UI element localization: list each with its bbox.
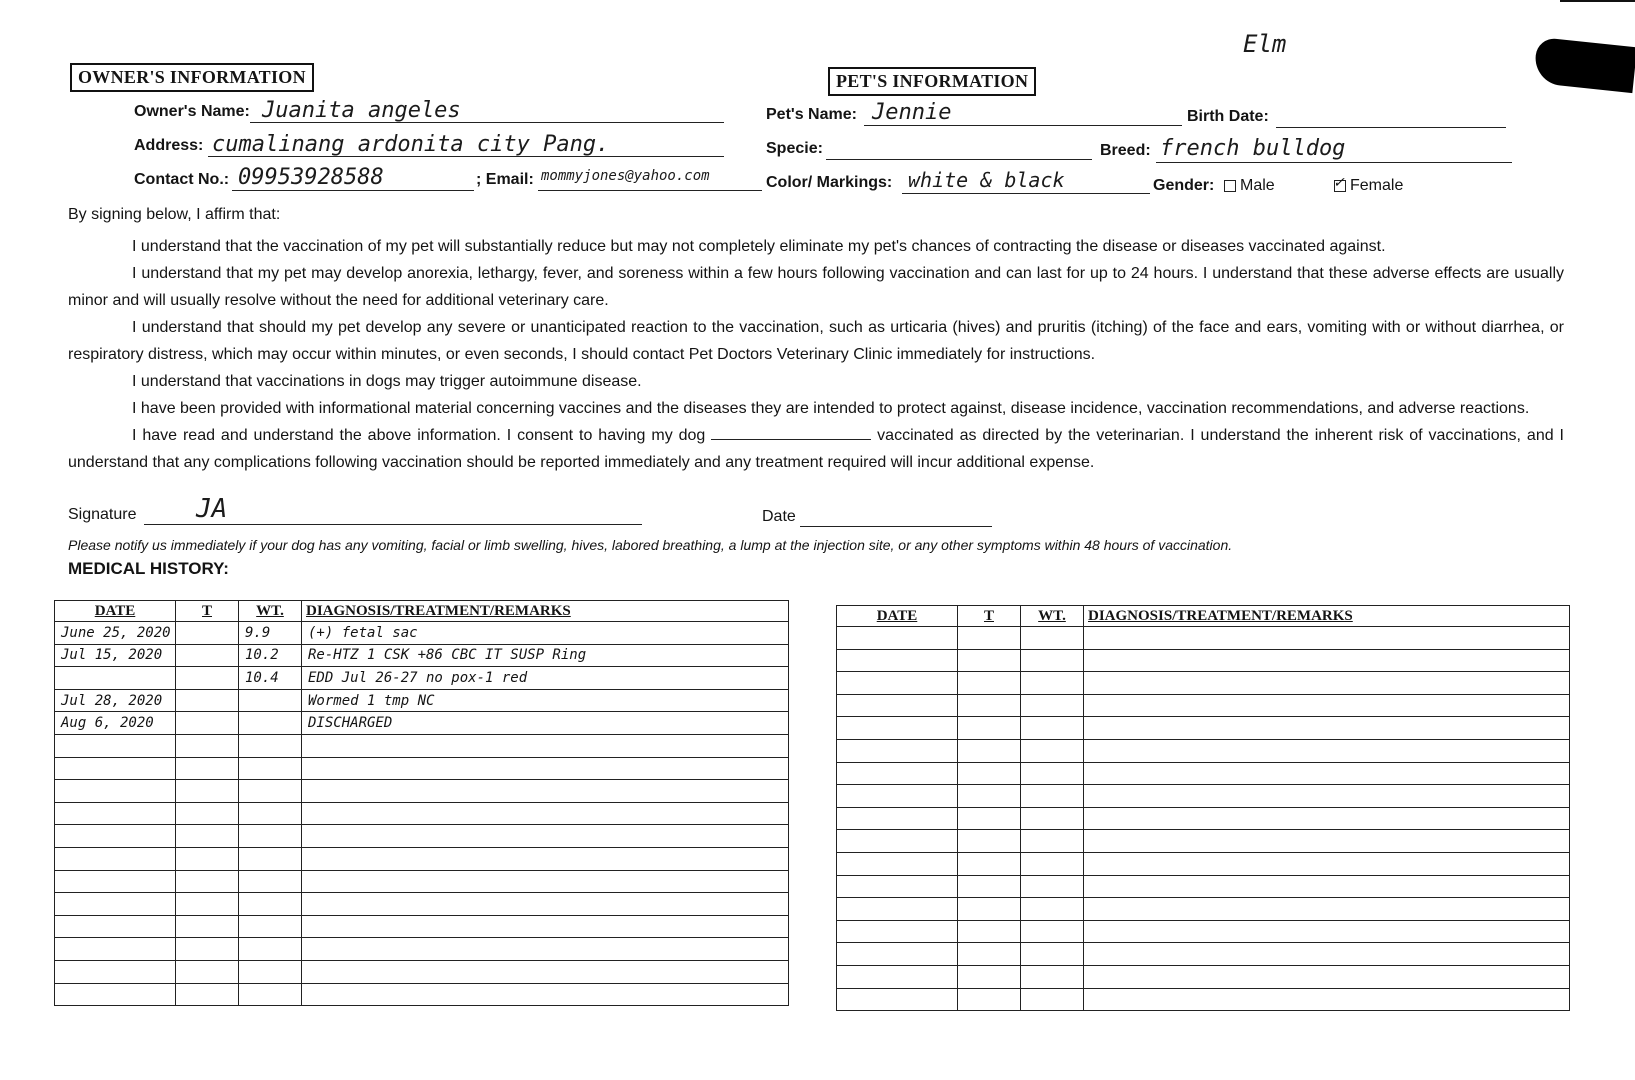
date-cell[interactable] xyxy=(55,825,176,848)
weight-cell[interactable] xyxy=(1021,920,1084,943)
gender-female-label: Female xyxy=(1350,177,1404,194)
table-row xyxy=(837,627,1570,650)
date-cell[interactable] xyxy=(837,898,958,921)
table-row xyxy=(55,983,789,1006)
weight-cell[interactable] xyxy=(1021,739,1084,762)
temp-cell[interactable] xyxy=(176,938,239,961)
signature-label: Signature xyxy=(68,506,137,523)
table-row xyxy=(55,622,789,645)
weight-cell[interactable] xyxy=(239,960,302,983)
address-label: Address: xyxy=(134,137,204,154)
temp-cell[interactable] xyxy=(176,712,239,735)
diagnosis-cell[interactable] xyxy=(1084,875,1570,898)
weight-cell[interactable] xyxy=(1021,852,1084,875)
diagnosis-cell[interactable] xyxy=(1084,739,1570,762)
diagnosis-cell[interactable] xyxy=(1084,649,1570,672)
weight-cell[interactable] xyxy=(1021,988,1084,1011)
gender-female-option[interactable] xyxy=(1333,173,1404,195)
date-cell[interactable] xyxy=(837,649,958,672)
weight-cell[interactable] xyxy=(239,802,302,825)
table-row xyxy=(55,712,789,735)
date-cell[interactable] xyxy=(837,807,958,830)
date-cell[interactable] xyxy=(837,785,958,808)
weight-cell[interactable] xyxy=(239,847,302,870)
diagnosis-cell[interactable] xyxy=(302,870,789,893)
email-label: ; Email: xyxy=(476,171,534,188)
left-table-body xyxy=(55,622,789,1006)
weight-cell[interactable] xyxy=(1021,694,1084,717)
diagnosis-cell[interactable] xyxy=(1084,717,1570,740)
date-cell[interactable] xyxy=(837,965,958,988)
weight-cell[interactable] xyxy=(239,893,302,916)
date-cell[interactable] xyxy=(837,739,958,762)
dog-name-blank[interactable] xyxy=(711,425,871,440)
col-temp: T xyxy=(176,601,239,622)
date-cell[interactable] xyxy=(55,938,176,961)
temp-cell[interactable] xyxy=(958,830,1021,853)
diagnosis-cell[interactable] xyxy=(1084,830,1570,853)
scan-edge-line xyxy=(1560,0,1635,2)
diagnosis-cell[interactable] xyxy=(1084,694,1570,717)
temp-cell[interactable] xyxy=(958,988,1021,1011)
weight-cell[interactable] xyxy=(1021,762,1084,785)
consent-paragraph-3: I understand that should my pet develop any severe or unanticipated reaction to the vaccination, such as urticaria (hives) and pruritis (itching) of the face and ears, vomiting with or without diarrhea, or respiratory distress, which may occur within minutes, or even seconds, I should contact Pet Doctors Veterinary Clinic immediately for instructions. xyxy=(68,319,1564,363)
weight-cell[interactable] xyxy=(1021,627,1084,650)
temp-cell[interactable] xyxy=(176,893,239,916)
gender-female-checkbox[interactable] xyxy=(1333,173,1346,192)
table-header-row xyxy=(55,601,789,622)
table-row xyxy=(55,780,789,803)
contact-line xyxy=(232,190,474,191)
signature-line xyxy=(144,524,642,525)
temp-cell[interactable] xyxy=(958,965,1021,988)
diagnosis-cell[interactable] xyxy=(302,847,789,870)
weight-cell[interactable]: 10.2 xyxy=(239,644,302,667)
weight-cell[interactable] xyxy=(239,689,302,712)
date-cell[interactable] xyxy=(837,762,958,785)
diagnosis-cell[interactable] xyxy=(302,960,789,983)
table-row xyxy=(837,943,1570,966)
breed-line xyxy=(1156,162,1512,163)
temp-cell[interactable] xyxy=(958,672,1021,695)
weight-cell[interactable]: 9.9 xyxy=(239,622,302,645)
symptom-notice: Please notify us immediately if your dog has any vomiting, facial or limb swelling, hives, labored breathing, a lump at the injection site, or any other symptoms within 48 hours of vaccination. xyxy=(68,537,1233,553)
date-cell[interactable] xyxy=(837,694,958,717)
date-cell[interactable] xyxy=(55,960,176,983)
table-row xyxy=(837,988,1570,1011)
table-row xyxy=(55,689,789,712)
diagnosis-cell[interactable] xyxy=(302,938,789,961)
temp-cell[interactable] xyxy=(958,762,1021,785)
date-cell[interactable] xyxy=(837,988,958,1011)
email-value[interactable]: mommyjones@yahoo.com xyxy=(541,168,710,184)
diagnosis-cell[interactable] xyxy=(1084,627,1570,650)
diagnosis-cell[interactable] xyxy=(302,915,789,938)
diagnosis-cell[interactable] xyxy=(1084,807,1570,830)
diagnosis-cell[interactable] xyxy=(302,802,789,825)
table-row xyxy=(837,898,1570,921)
weight-cell[interactable] xyxy=(239,734,302,757)
table-row xyxy=(837,762,1570,785)
diagnosis-cell[interactable] xyxy=(1084,852,1570,875)
scan-blot xyxy=(1533,37,1635,93)
weight-cell[interactable] xyxy=(239,915,302,938)
diagnosis-cell[interactable] xyxy=(1084,672,1570,695)
temp-cell[interactable] xyxy=(176,870,239,893)
consent-paragraph-2: I understand that my pet may develop anorexia, lethargy, fever, and soreness within a few hours following vaccination and can last for up to 24 hours. I understand that these adverse effects are usually minor and will usually resolve without the need for additional veterinary care. xyxy=(68,265,1564,309)
color-markings-label: Color/ Markings: xyxy=(766,174,893,191)
weight-cell[interactable] xyxy=(239,938,302,961)
date-cell[interactable] xyxy=(55,847,176,870)
owner-name-value[interactable]: Juanita angeles xyxy=(262,98,461,123)
diagnosis-cell[interactable] xyxy=(1084,920,1570,943)
date-cell[interactable] xyxy=(55,802,176,825)
temp-cell[interactable] xyxy=(958,649,1021,672)
medical-history-table-right xyxy=(836,605,1570,1011)
date-cell[interactable] xyxy=(837,943,958,966)
table-row xyxy=(837,785,1570,808)
temp-cell[interactable] xyxy=(958,898,1021,921)
email-line xyxy=(538,190,762,191)
right-table-body xyxy=(837,627,1570,1011)
breed-value[interactable]: french bulldog xyxy=(1160,136,1346,161)
temp-cell[interactable] xyxy=(176,734,239,757)
pet-info-header: PET'S INFORMATION xyxy=(828,67,1036,96)
weight-cell[interactable] xyxy=(239,983,302,1006)
temp-cell[interactable] xyxy=(176,644,239,667)
date-cell[interactable]: Jul 28, 2020 xyxy=(55,689,176,712)
specie-line xyxy=(826,159,1092,160)
temp-cell[interactable] xyxy=(958,627,1021,650)
date-cell[interactable] xyxy=(55,667,176,690)
weight-cell[interactable] xyxy=(239,780,302,803)
weight-cell[interactable] xyxy=(1021,785,1084,808)
color-markings-value[interactable]: white & black xyxy=(908,168,1065,192)
temp-cell[interactable] xyxy=(958,694,1021,717)
weight-cell[interactable] xyxy=(239,870,302,893)
gender-male-label: Male xyxy=(1240,177,1275,194)
diagnosis-cell[interactable]: DISCHARGED xyxy=(302,712,789,735)
date-label: Date xyxy=(762,508,796,525)
table-row xyxy=(55,938,789,961)
date-cell[interactable]: June 25, 2020 xyxy=(55,622,176,645)
gender-male-checkbox[interactable] xyxy=(1224,180,1236,192)
table-row xyxy=(837,672,1570,695)
weight-cell[interactable] xyxy=(239,757,302,780)
color-markings-line xyxy=(902,193,1150,194)
date-cell[interactable] xyxy=(55,780,176,803)
weight-cell[interactable] xyxy=(239,712,302,735)
temp-cell[interactable] xyxy=(958,943,1021,966)
diagnosis-cell[interactable] xyxy=(1084,898,1570,921)
weight-cell[interactable] xyxy=(239,825,302,848)
table-row xyxy=(55,893,789,916)
date-cell[interactable] xyxy=(837,920,958,943)
temp-cell[interactable] xyxy=(958,739,1021,762)
table-row xyxy=(55,825,789,848)
table-row xyxy=(837,830,1570,853)
address-value[interactable]: cumalinang ardonita city Pang. xyxy=(212,132,610,157)
date-cell[interactable] xyxy=(55,893,176,916)
temp-cell[interactable] xyxy=(958,852,1021,875)
consent-paragraph-6b: vaccinated as directed by the veterinarian. I understand the inherent risk of vaccinations, and I understand that any complications following vaccination should be reported immediately and any treatment required will incur additional expense. xyxy=(68,427,1564,471)
weight-cell[interactable] xyxy=(1021,672,1084,695)
pet-name-label: Pet's Name: xyxy=(766,106,857,123)
consent-intro: By signing below, I affirm that: xyxy=(68,206,281,223)
col-date: DATE xyxy=(55,601,176,622)
table-row xyxy=(55,757,789,780)
weight-cell[interactable] xyxy=(1021,943,1084,966)
medical-history-table-left xyxy=(54,600,789,1006)
medical-history-title: MEDICAL HISTORY: xyxy=(68,559,229,578)
signature-value[interactable]: JA xyxy=(196,494,228,524)
check-icon: ✓ xyxy=(1333,173,1345,190)
col-date: DATE xyxy=(837,606,958,627)
temp-cell[interactable] xyxy=(176,960,239,983)
date-cell[interactable] xyxy=(837,717,958,740)
date-cell[interactable]: Aug 6, 2020 xyxy=(55,712,176,735)
date-cell[interactable]: Jul 15, 2020 xyxy=(55,644,176,667)
diagnosis-cell[interactable] xyxy=(302,757,789,780)
table-header-row xyxy=(837,606,1570,627)
specie-label: Specie: xyxy=(766,140,823,157)
table-row xyxy=(55,734,789,757)
temp-cell[interactable] xyxy=(176,780,239,803)
col-weight: WT. xyxy=(1021,606,1084,627)
temp-cell[interactable] xyxy=(958,717,1021,740)
table-row xyxy=(55,960,789,983)
date-cell[interactable] xyxy=(837,672,958,695)
weight-cell[interactable] xyxy=(1021,649,1084,672)
table-row xyxy=(837,852,1570,875)
diagnosis-cell[interactable] xyxy=(302,825,789,848)
temp-cell[interactable] xyxy=(176,847,239,870)
weight-cell[interactable] xyxy=(1021,898,1084,921)
temp-cell[interactable] xyxy=(176,667,239,690)
diagnosis-cell[interactable]: EDD Jul 26-27 no pox-1 red xyxy=(302,667,789,690)
diagnosis-cell[interactable]: (+) fetal sac xyxy=(302,622,789,645)
date-cell[interactable] xyxy=(837,830,958,853)
date-cell[interactable] xyxy=(837,627,958,650)
table-row xyxy=(55,915,789,938)
temp-cell[interactable] xyxy=(176,689,239,712)
consent-paragraph-4: I understand that vaccinations in dogs may trigger autoimmune disease. xyxy=(132,373,642,390)
table-row xyxy=(55,802,789,825)
table-row xyxy=(837,807,1570,830)
col-weight: WT. xyxy=(239,601,302,622)
table-row xyxy=(837,875,1570,898)
table-row xyxy=(837,920,1570,943)
date-cell[interactable] xyxy=(55,870,176,893)
table-row xyxy=(837,694,1570,717)
table-row xyxy=(55,847,789,870)
date-cell[interactable] xyxy=(55,734,176,757)
consent-paragraph-1: I understand that the vaccination of my pet will substantially reduce but may not completely eliminate my pet's chances of contracting the disease or diseases vaccinated against. xyxy=(132,238,1386,255)
owner-info-header: OWNER'S INFORMATION xyxy=(70,63,314,92)
pet-name-value[interactable]: Jennie xyxy=(872,100,952,125)
consent-paragraph-6 xyxy=(68,422,1564,476)
table-row xyxy=(837,739,1570,762)
diagnosis-cell[interactable] xyxy=(1084,785,1570,808)
temp-cell[interactable] xyxy=(176,915,239,938)
contact-value[interactable]: 09953928588 xyxy=(238,165,384,190)
temp-cell[interactable] xyxy=(958,920,1021,943)
col-diagnosis: DIAGNOSIS/TREATMENT/REMARKS xyxy=(302,601,789,622)
gender-male-option[interactable] xyxy=(1224,177,1275,195)
temp-cell[interactable] xyxy=(176,983,239,1006)
weight-cell[interactable] xyxy=(1021,717,1084,740)
table-row xyxy=(837,717,1570,740)
date-cell[interactable] xyxy=(837,852,958,875)
table-row xyxy=(837,965,1570,988)
diagnosis-cell[interactable]: Wormed 1 tmp NC xyxy=(302,689,789,712)
diagnosis-cell[interactable]: Re-HTZ 1 CSK +86 CBC IT SUSP Ring xyxy=(302,644,789,667)
diagnosis-cell[interactable] xyxy=(302,734,789,757)
diagnosis-cell[interactable] xyxy=(302,780,789,803)
temp-cell[interactable] xyxy=(958,875,1021,898)
gender-label: Gender: xyxy=(1153,177,1215,194)
date-cell[interactable] xyxy=(837,875,958,898)
owner-name-label: Owner's Name: xyxy=(134,103,250,120)
col-temp: T xyxy=(958,606,1021,627)
temp-cell[interactable] xyxy=(176,757,239,780)
diagnosis-cell[interactable] xyxy=(1084,988,1570,1011)
weight-cell[interactable] xyxy=(1021,807,1084,830)
temp-cell[interactable] xyxy=(958,785,1021,808)
date-cell[interactable] xyxy=(55,915,176,938)
weight-cell[interactable] xyxy=(1021,965,1084,988)
consent-paragraph-5: I have been provided with informational material concerning vaccines and the diseases they are intended to protect against, disease incidence, vaccination recommendations, and adverse reactions. xyxy=(132,400,1530,417)
birth-date-label: Birth Date: xyxy=(1187,108,1269,125)
col-diagnosis: DIAGNOSIS/TREATMENT/REMARKS xyxy=(1084,606,1570,627)
temp-cell[interactable] xyxy=(176,802,239,825)
weight-cell[interactable]: 10.4 xyxy=(239,667,302,690)
diagnosis-cell[interactable] xyxy=(1084,762,1570,785)
temp-cell[interactable] xyxy=(176,825,239,848)
breed-label: Breed: xyxy=(1100,142,1151,159)
pet-name-line xyxy=(864,125,1182,126)
table-row xyxy=(837,649,1570,672)
diagnosis-cell[interactable] xyxy=(302,983,789,1006)
diagnosis-cell[interactable] xyxy=(1084,943,1570,966)
birth-date-line xyxy=(1276,127,1506,128)
consent-text xyxy=(68,233,1564,476)
date-cell[interactable] xyxy=(55,983,176,1006)
temp-cell[interactable] xyxy=(176,622,239,645)
contact-label: Contact No.: xyxy=(134,171,230,188)
table-row xyxy=(55,644,789,667)
diagnosis-cell[interactable] xyxy=(1084,965,1570,988)
weight-cell[interactable] xyxy=(1021,830,1084,853)
margin-note: Elm xyxy=(1243,30,1287,58)
diagnosis-cell[interactable] xyxy=(302,893,789,916)
temp-cell[interactable] xyxy=(958,807,1021,830)
date-cell[interactable] xyxy=(55,757,176,780)
table-row xyxy=(55,870,789,893)
weight-cell[interactable] xyxy=(1021,875,1084,898)
date-line xyxy=(800,526,992,527)
table-row xyxy=(55,667,789,690)
consent-paragraph-6a: I have read and understand the above information. I consent to having my dog xyxy=(132,427,706,444)
